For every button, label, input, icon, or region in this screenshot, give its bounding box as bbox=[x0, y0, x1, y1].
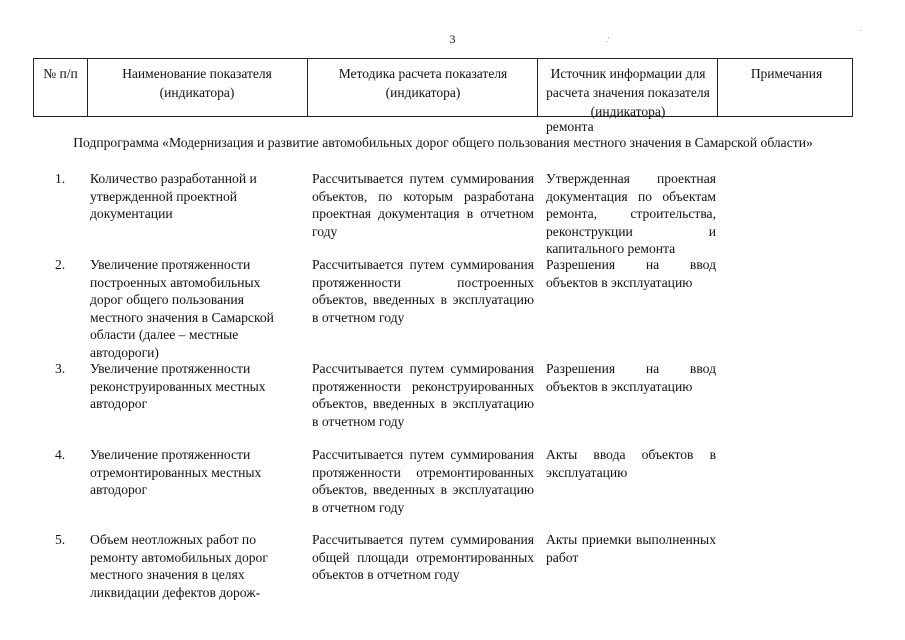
scan-speck: . bbox=[860, 25, 862, 33]
calculation-method: Рассчитывается путем суммирования протяженности отремонтированных объектов, введенных в эксплуатацию в отчетном году bbox=[312, 447, 534, 515]
subprogram-title: Подпрограмма «Модернизация и развитие автомобильных дорог общего пользования местного значения в Самарской области» bbox=[73, 135, 813, 150]
row-number: 2. bbox=[55, 257, 66, 272]
calculation-method: Рассчитывается путем суммирования общей площади отремонтированных объектов в отчетном году bbox=[312, 532, 534, 583]
indicator-name: Увеличение протяженности построенных автомобильных дорог общего пользования местного значения в Самарской области (далее – местные автодороги) bbox=[90, 257, 274, 360]
header-notes: Примечания bbox=[750, 66, 823, 81]
header-indicator-name: Наименование показателя (индикатора) bbox=[122, 66, 272, 100]
information-source: Разрешения на ввод объектов в эксплуатацию bbox=[546, 257, 716, 290]
column-divider bbox=[717, 59, 718, 116]
column-divider bbox=[87, 59, 88, 116]
header-method: Методика расчета показателя (индикатора) bbox=[338, 66, 508, 100]
row-number: 3. bbox=[55, 361, 66, 376]
row-number: 1. bbox=[55, 171, 66, 186]
column-divider bbox=[307, 59, 308, 116]
information-source: Акты приемки выполненных работ bbox=[546, 532, 716, 565]
information-source: Акты ввода объектов в эксплуатацию bbox=[546, 447, 716, 480]
table-header bbox=[33, 58, 853, 117]
indicator-name: Увеличение протяженности реконструированных местных автодорог bbox=[90, 361, 266, 412]
calculation-method: Рассчитывается путем суммирования протяженности реконструированных объектов, введенных в эксплуатацию в отчетном году bbox=[312, 361, 534, 429]
overflow-word: ремонта bbox=[546, 119, 594, 134]
scan-speck: .' bbox=[606, 36, 610, 44]
indicator-name: Объем неотложных работ по ремонту автомобильных дорог местного значения в целях ликвидации дефектов дорож- bbox=[90, 532, 268, 600]
calculation-method: Рассчитывается путем суммирования протяженности построенных объектов, введенных в эксплуатацию в отчетном году bbox=[312, 257, 534, 325]
indicator-name: Увеличение протяженности отремонтированных местных автодорог bbox=[90, 447, 262, 498]
page-number: 3 bbox=[449, 32, 456, 46]
information-source: Разрешения на ввод объектов в эксплуатацию bbox=[546, 361, 716, 394]
header-number: № п/п bbox=[43, 66, 78, 81]
column-divider bbox=[537, 59, 538, 116]
header-source: Источник информации для расчета значения показателя (индикатора) bbox=[546, 66, 710, 119]
information-source: Утвержденная проектная документация по объектам ремонта, строительства, реконструкции и капитального ремонта bbox=[546, 171, 716, 257]
indicator-name: Количество разработанной и утвержденной проектной документации bbox=[90, 171, 257, 222]
row-number: 5. bbox=[55, 532, 66, 547]
calculation-method: Рассчитывается путем суммирования объектов, по которым разработана проектная документация в отчетном году bbox=[312, 171, 534, 239]
row-number: 4. bbox=[55, 447, 66, 462]
